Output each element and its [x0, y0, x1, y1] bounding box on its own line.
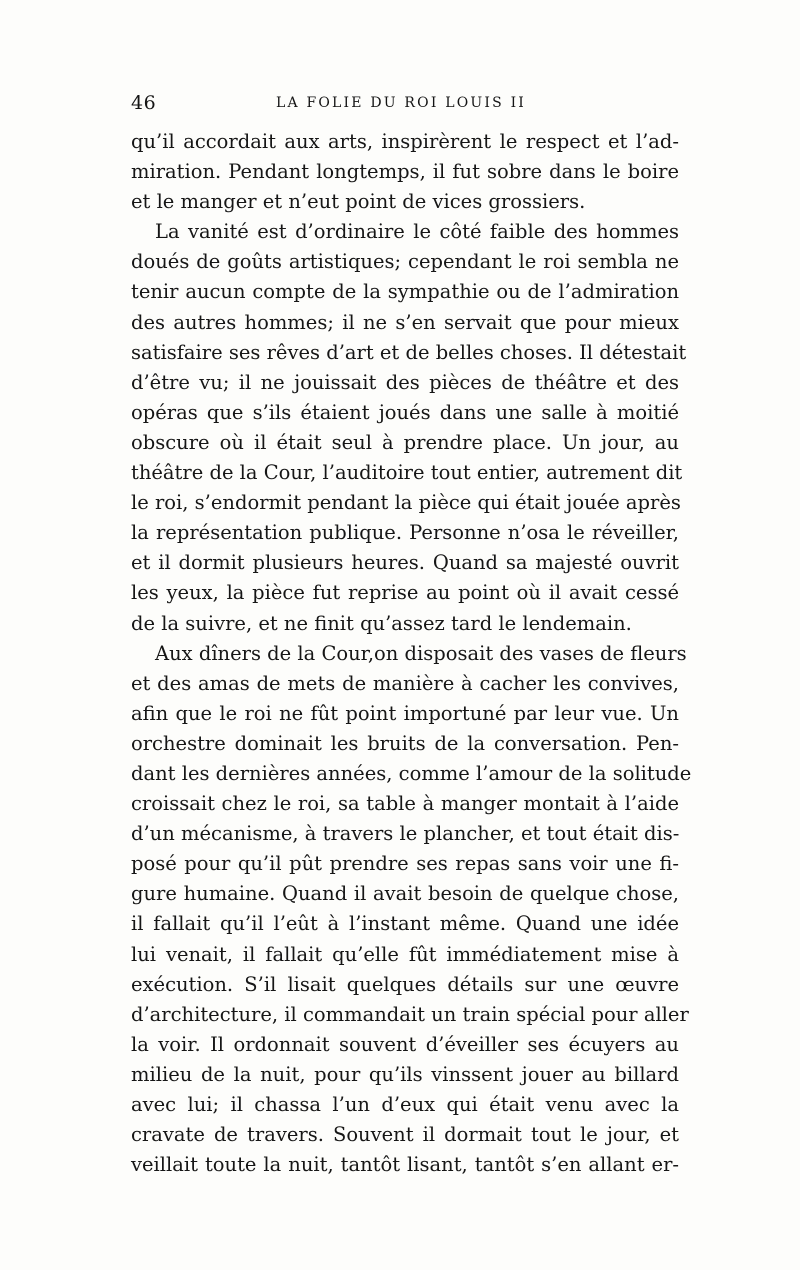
- text-line: posé pour qu’il pût prendre ses repas sans voir une fi-: [131, 852, 679, 876]
- text-line: opéras que s’ils étaient joués dans une salle à moitié: [131, 400, 679, 424]
- running-title: LA FOLIE DU ROI LOUIS II: [276, 95, 527, 111]
- text-line: d’un mécanisme, à travers le plancher, et tout était dis-: [131, 822, 680, 846]
- text-line: des autres hommes; il ne s’en servait que pour mieux: [131, 310, 679, 334]
- text-line: d’être vu; il ne jouissait des pièces de théâtre et des: [131, 370, 679, 394]
- text-line: milieu de la nuit, pour qu’ils vinssent jouer au billard: [131, 1062, 679, 1086]
- text-line: La vanité est d’ordinaire le côté faible des hommes: [155, 220, 679, 244]
- text-line: de la suivre, et ne finit qu’assez tard le lendemain.: [131, 611, 632, 635]
- text-line: cravate de travers. Souvent il dormait tout le jour, et: [131, 1123, 679, 1147]
- text-line: il fallait qu’il l’eût à l’instant même. Quand une idée: [131, 912, 679, 936]
- text-line: la voir. Il ordonnait souvent d’éveiller ses écuyers au: [131, 1032, 679, 1056]
- text-line: satisfaire ses rêves d’art et de belles choses. Il détestait: [131, 340, 687, 364]
- text-line: théâtre de la Cour, l’auditoire tout entier, autrement dit: [131, 461, 683, 485]
- page-number: 46: [131, 92, 157, 114]
- text-line: d’architecture, il commandait un train spécial pour aller: [131, 1002, 689, 1026]
- text-line: croissait chez le roi, sa table à manger montait à l’aide: [131, 792, 679, 816]
- text-line: orchestre dominait les bruits de la conversation. Pen-: [131, 731, 679, 755]
- text-line: qu’il accordait aux arts, inspirèrent le respect et l’ad-: [131, 130, 679, 153]
- text-line: et des amas de mets de manière à cacher les convives,: [131, 671, 679, 695]
- text-line: veillait toute la nuit, tantôt lisant, tantôt s’en allant er-: [131, 1153, 679, 1177]
- text-line: dant les dernières années, comme l’amour de la solitude: [131, 761, 692, 785]
- text-line: gure humaine. Quand il avait besoin de quelque chose,: [131, 882, 679, 906]
- text-line: avec lui; il chassa l’un d’eux qui était venu avec la: [131, 1093, 679, 1116]
- text-line: les yeux, la pièce fut reprise au point où il avait cessé: [131, 581, 679, 605]
- text-line: miration. Pendant longtemps, il fut sobre dans le boire: [131, 160, 679, 184]
- text-line: et le manger et n’eut point de vices grossiers.: [131, 190, 586, 214]
- text-line: le roi, s’endormit pendant la pièce qui était jouée après: [131, 491, 681, 515]
- text-line: la représentation publique. Personne n’osa le réveiller,: [131, 521, 679, 545]
- text-line: Aux dîners de la Cour,on disposait des vases de fleurs: [155, 641, 687, 665]
- text-line: obscure où il était seul à prendre place. Un jour, au: [131, 430, 679, 454]
- text-line: doués de goûts artistiques; cependant le roi sembla ne: [131, 250, 679, 274]
- text-line: et il dormit plusieurs heures. Quand sa majesté ouvrit: [131, 551, 679, 575]
- text-line: afin que le roi ne fût point importuné par leur vue. Un: [131, 701, 679, 725]
- text-line: tenir aucun compte de la sympathie ou de l’admiration: [131, 280, 679, 304]
- text-line: lui venait, il fallait qu’elle fût immédiatement mise à: [131, 942, 679, 966]
- page-header: [131, 92, 679, 118]
- text-line: exécution. S’il lisait quelques détails sur une œuvre: [131, 972, 679, 996]
- body-text: [131, 127, 692, 1180]
